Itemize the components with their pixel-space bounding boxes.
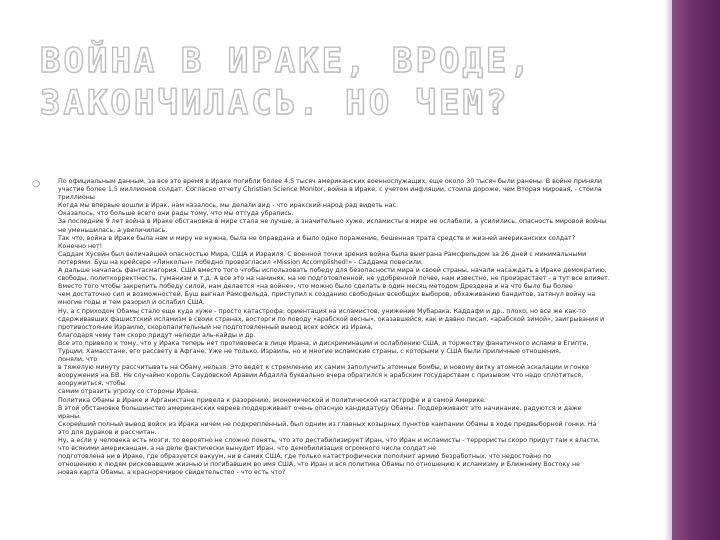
body-line: Так что, война в Ираке была нам и миру не нужна, была не оправдана и было одно поражение, бешенная трата средств и жизней американских солдат? [58, 234, 576, 242]
body-line: участие более 1,5 миллионов солдат. Согласно отчету Christian Science Monitor, война в Ираке, с учетом инфляции, стоила дороже, чем Вторая мировая, - стоила [58, 186, 602, 194]
body-line: По официальным данным, за все это время в Ираке погибли более 4,5 тысяч американских военнослужащих, еще около 30 тысяч были ранены. В войне приняли [58, 178, 602, 185]
slide-body [32, 178, 672, 534]
decorative-side-band [672, 0, 720, 540]
body-line: Вместо того чтобы закрепить победу силой, нам делается «на войне», что можно было сделать в один месяц методом Дрездена и на что было бы более [58, 283, 573, 291]
body-line: не уменьшилась, а увеличилась. [58, 226, 168, 234]
body-line: А дальше началась фантасмагория. США вместо того чтобы использовать победу для безопасности мира и своей страны, начали насаждать в Ираке демократию, [58, 267, 607, 275]
body-line: чем достаточно сил и возможностей, Буш выгнал Рамсфельда, приступил к созданию свободных всеобщих выборов, обхаживанию бандитов, затянул войну на [58, 291, 596, 299]
body-line: Скорейший полный вывод войск из Ирака ничем не подкрепленный, был одним из главных козырных пунктов кампании Обамы в ходе предвыборной гонки. На [58, 420, 597, 428]
slide-title: ВОЙНА В ИРАКЕ, ВРОДЕ, ЗАКОНЧИЛАСЬ. НО ЧЕМ? [40, 41, 533, 123]
body-line: Турции, Хамасстане, его рассвету в Афгане. Уже не только, Израиль, но и многие исламские страны, с которыми у США были приличные отношения, [58, 347, 561, 355]
body-line: В этой обстановке большинство американских евреев поддерживает очень опасную кандидатуру Обамы. Поддерживают это начинание, радуются и даже [58, 404, 582, 412]
body-line: что всякими американцам, а на деле фактически вынудит Иран, что демобилизация огромного числа солдат не [58, 445, 437, 453]
body-line: в тяжелую минуту рассчитывать на Обаму нельзя. Это ведет к стремлению их самим заполучить атомные бомбы, и новому витку атомной эскалации и гонке [58, 364, 590, 372]
body-line: За последние 9 лет война в Ираке обстановка в мире стала не лучше, а значительно хуже, исламисты в мире не ослабели, а усилились, опасность мировой войны [58, 218, 607, 226]
body-line: многие годы и тем разорил и ослабил США. [58, 299, 205, 307]
body-line: вооружиться, чтобы [58, 380, 126, 388]
body-line: Оказалось, что больше всего они рады тому, что мы оттуда убрались. [58, 210, 294, 218]
body-line: свободы, политкорректность, гуманизм и т.д. А все это на нанинях, на не подготовленной, не удобренной почве, нам известно, не произрастает - а тут все влияет. [58, 275, 610, 283]
body-text [58, 178, 672, 477]
body-line: ираны. [58, 412, 82, 420]
hollow-circle-bullet-icon: ❍ [32, 180, 41, 190]
body-line: Политика Обамы в Ираке и Афганистане привела к разорению, экономической и политической катастрофе и в самой Америке. [58, 396, 487, 404]
body-line: благодаря чему там скоро придут нелюди аль-кайды и др. [58, 331, 256, 339]
body-line: вооружения на БВ. Не случайно король Саудовской Аравии Абдалла буквально вчера обратился к арабским государствам с призывом что надо сплотиться, [58, 372, 584, 380]
body-line: триллионы [58, 194, 95, 202]
body-line: сдерживавших фашистский исламизм в своих странах, восторги по поводу «арабской весны», оказавшейся, как и давно писал, «арабской зимой», заигрывания и [58, 315, 605, 323]
body-line: Ну, а с приходом Обамы стало еще куда хуже - просто катастрофа: ориентация на исламистов, унижение Мубарака, Каддафи и др., плохо, но все же как-то [58, 307, 586, 315]
body-line: Все это привело к тому, что у Ирака теперь нет противовеса в лице Ирана, и дискриминации и ослаблению США, и торжеству фанатичного ислама в Египте, [58, 339, 589, 347]
body-line: поняли, что [58, 356, 98, 364]
body-line: потерями. Буш на крейсере «Линкольн» победно провозгласил «Mission Accomplished!» - Саддама повесили. [58, 258, 424, 266]
body-line: Когда мы впервые вошли в Ирак, нам казалось, мы делали вид - что иракский народ рад видеть нас. [58, 202, 399, 210]
body-line: самим отразить угрозу со стороны Ирана. [58, 388, 199, 396]
body-line: новая карта Обамы, а красноречивое свидетельство - что есть что? [58, 469, 286, 477]
body-line: Саддам Хусейн был величайшей опасностью Мира, США и Израиля. С военной точки зрения война была выиграна Рамсфельдом за 26 дней с минимальными [58, 250, 587, 258]
body-line: это для дураков и рассчитан. [58, 428, 157, 436]
body-line: отношению к людям рисковавшим жизнью и погибавшим во имя США, что Иран и вся политика Обамы по отношению к исламизму и Ближнему Востоку не [58, 461, 580, 469]
body-line: подготовлена ни в Ираке, где образуется вакуум, ни в самих США, где только катастрофически пополнит армию безработных, что недостойно по [58, 453, 552, 461]
body-line: противостояние Израилю, скоропалительный не подготовленный вывод всех войск из Ирака, [58, 323, 373, 331]
body-line: Конечно нет! [58, 242, 103, 250]
body-line: Ну, а если у человека есть мозги, то вероятно не сложно понять, что это дестабилизирует Иран, что Иран и исламисты - террористы скоро придут там к власти, [58, 437, 600, 444]
